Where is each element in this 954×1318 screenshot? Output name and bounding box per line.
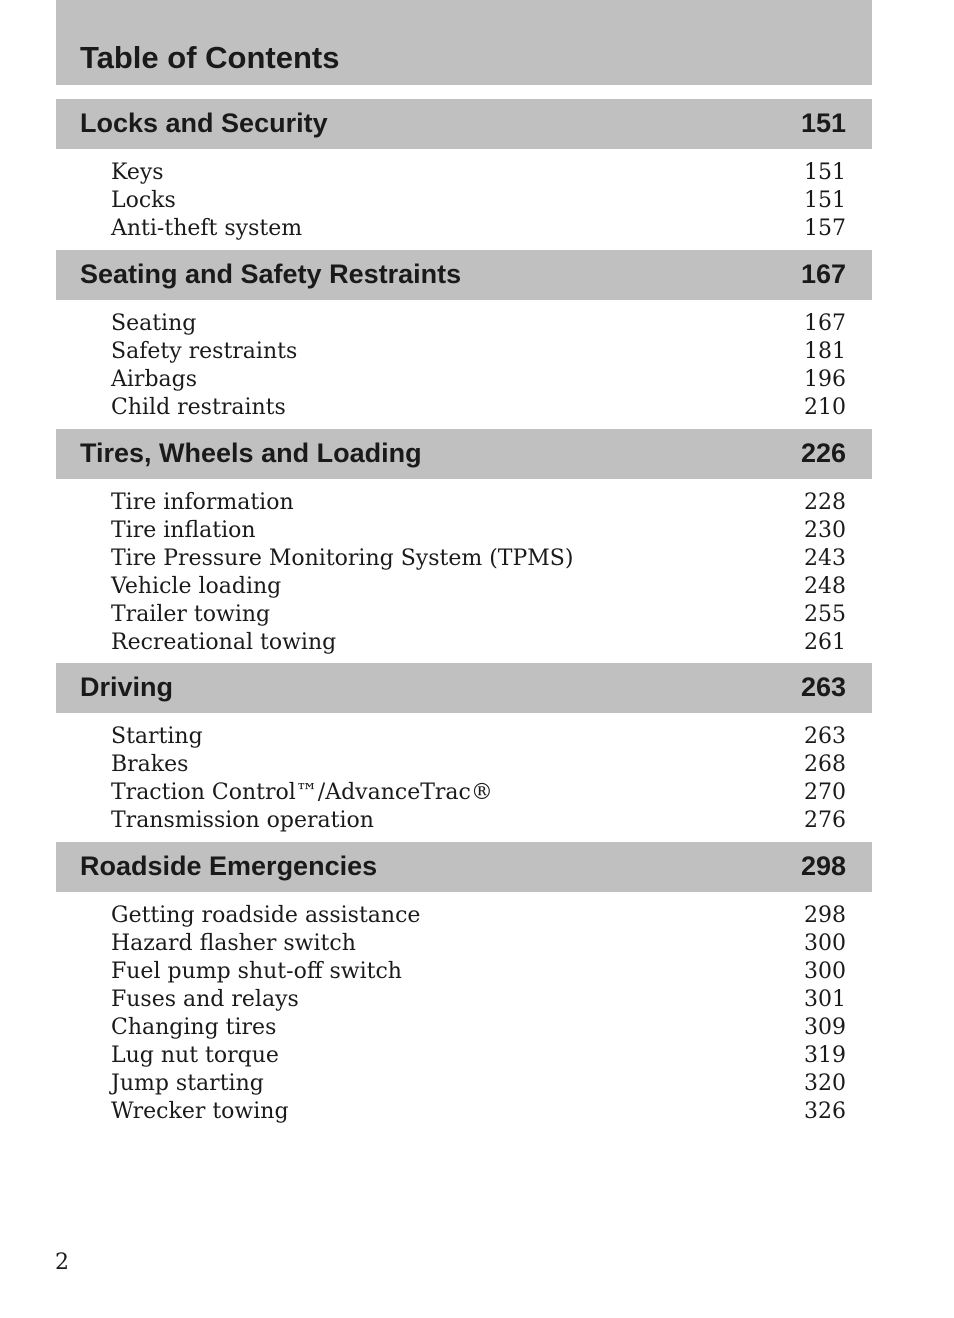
toc-entry[interactable] [56, 366, 872, 394]
entry-title: Keys [111, 160, 164, 185]
entry-page: 320 [804, 1071, 846, 1096]
toc-entry[interactable] [56, 159, 872, 187]
section-title: Locks and Security [80, 108, 328, 138]
entry-page: 261 [804, 630, 846, 655]
entry-page: 230 [804, 518, 846, 543]
toc-entry[interactable] [56, 751, 872, 779]
section-items [56, 149, 872, 243]
entry-title: Child restraints [111, 395, 286, 420]
entry-page: 270 [804, 780, 846, 805]
toc-entry[interactable] [56, 517, 872, 545]
toc-entry[interactable] [56, 573, 872, 601]
section-items [56, 300, 872, 422]
entry-title: Tire information [111, 490, 294, 515]
entry-title: Seating [111, 311, 197, 336]
entry-page: 151 [804, 160, 846, 185]
toc-entry[interactable] [56, 545, 872, 573]
entry-page: 151 [804, 188, 846, 213]
entry-page: 167 [804, 311, 846, 336]
section-header[interactable] [56, 99, 872, 149]
toc-entry[interactable] [56, 338, 872, 366]
title-band [56, 0, 872, 85]
section-page: 226 [800, 438, 846, 468]
entry-title: Jump starting [111, 1071, 264, 1096]
entry-title: Trailer towing [111, 602, 271, 627]
section-title: Tires, Wheels and Loading [80, 438, 422, 468]
section-items [56, 713, 872, 835]
entry-title: Tire Pressure Monitoring System (TPMS) [111, 546, 574, 571]
entry-title: Brakes [111, 752, 189, 777]
toc-entry[interactable] [56, 1014, 872, 1042]
entry-page: 255 [804, 602, 846, 627]
toc-entry[interactable] [56, 629, 872, 657]
toc-entry[interactable] [56, 489, 872, 517]
entry-title: Wrecker towing [111, 1099, 289, 1124]
toc-entry[interactable] [56, 779, 872, 807]
entry-page: 196 [804, 367, 846, 392]
section-page: 298 [800, 851, 846, 881]
toc-entry[interactable] [56, 807, 872, 835]
entry-title: Traction Control™/AdvanceTrac® [111, 780, 493, 805]
entry-title: Vehicle loading [111, 574, 282, 599]
section-header[interactable] [56, 663, 872, 713]
section-items [56, 479, 872, 657]
entry-page: 228 [804, 490, 846, 515]
toc-entry[interactable] [56, 1070, 872, 1098]
entry-page: 298 [804, 903, 846, 928]
entry-page: 300 [804, 931, 846, 956]
toc-section-tires-wheels-loading [56, 429, 872, 657]
toc-section-seating-and-safety [56, 250, 872, 422]
entry-title: Changing tires [111, 1015, 277, 1040]
toc-entry[interactable] [56, 215, 872, 243]
toc-entry[interactable] [56, 1042, 872, 1070]
toc-section-locks-and-security [56, 99, 872, 243]
toc-entry[interactable] [56, 1098, 872, 1126]
toc-section-roadside-emergencies [56, 842, 872, 1126]
entry-page: 276 [804, 808, 846, 833]
toc-entry[interactable] [56, 986, 872, 1014]
entry-page: 301 [804, 987, 846, 1012]
section-header[interactable] [56, 842, 872, 892]
entry-title: Recreational towing [111, 630, 337, 655]
entry-page: 210 [804, 395, 846, 420]
toc-section-driving [56, 663, 872, 835]
section-page: 151 [800, 108, 846, 138]
page-number: 2 [55, 1250, 69, 1275]
toc-entry[interactable] [56, 930, 872, 958]
entry-page: 300 [804, 959, 846, 984]
entry-title: Hazard flasher switch [111, 931, 356, 956]
page-title: Table of Contents [80, 40, 340, 75]
section-title: Driving [80, 672, 174, 702]
entry-title: Transmission operation [111, 808, 374, 833]
section-items [56, 892, 872, 1126]
entry-title: Fuel pump shut-off switch [111, 959, 402, 984]
entry-title: Anti-theft system [111, 216, 303, 241]
entry-title: Tire inflation [111, 518, 256, 543]
toc-entry[interactable] [56, 394, 872, 422]
entry-page: 309 [804, 1015, 846, 1040]
entry-page: 157 [804, 216, 846, 241]
entry-title: Getting roadside assistance [111, 903, 421, 928]
toc-entry[interactable] [56, 601, 872, 629]
section-page: 263 [800, 672, 846, 702]
section-page: 167 [800, 259, 846, 289]
entry-title: Airbags [111, 367, 198, 392]
section-title: Seating and Safety Restraints [80, 259, 462, 289]
toc-entry[interactable] [56, 310, 872, 338]
entry-page: 319 [804, 1043, 846, 1068]
toc-entry[interactable] [56, 723, 872, 751]
toc-entry[interactable] [56, 902, 872, 930]
toc-entry[interactable] [56, 187, 872, 215]
entry-page: 243 [804, 546, 846, 571]
entry-title: Fuses and relays [111, 987, 299, 1012]
entry-title: Safety restraints [111, 339, 298, 364]
entry-title: Lug nut torque [111, 1043, 279, 1068]
entry-page: 263 [804, 724, 846, 749]
entry-page: 248 [804, 574, 846, 599]
section-header[interactable] [56, 429, 872, 479]
entry-page: 268 [804, 752, 846, 777]
entry-title: Locks [111, 188, 176, 213]
section-header[interactable] [56, 250, 872, 300]
entry-page: 326 [804, 1099, 846, 1124]
entry-title: Starting [111, 724, 203, 749]
entry-page: 181 [804, 339, 846, 364]
section-title: Roadside Emergencies [80, 851, 378, 881]
toc-entry[interactable] [56, 958, 872, 986]
